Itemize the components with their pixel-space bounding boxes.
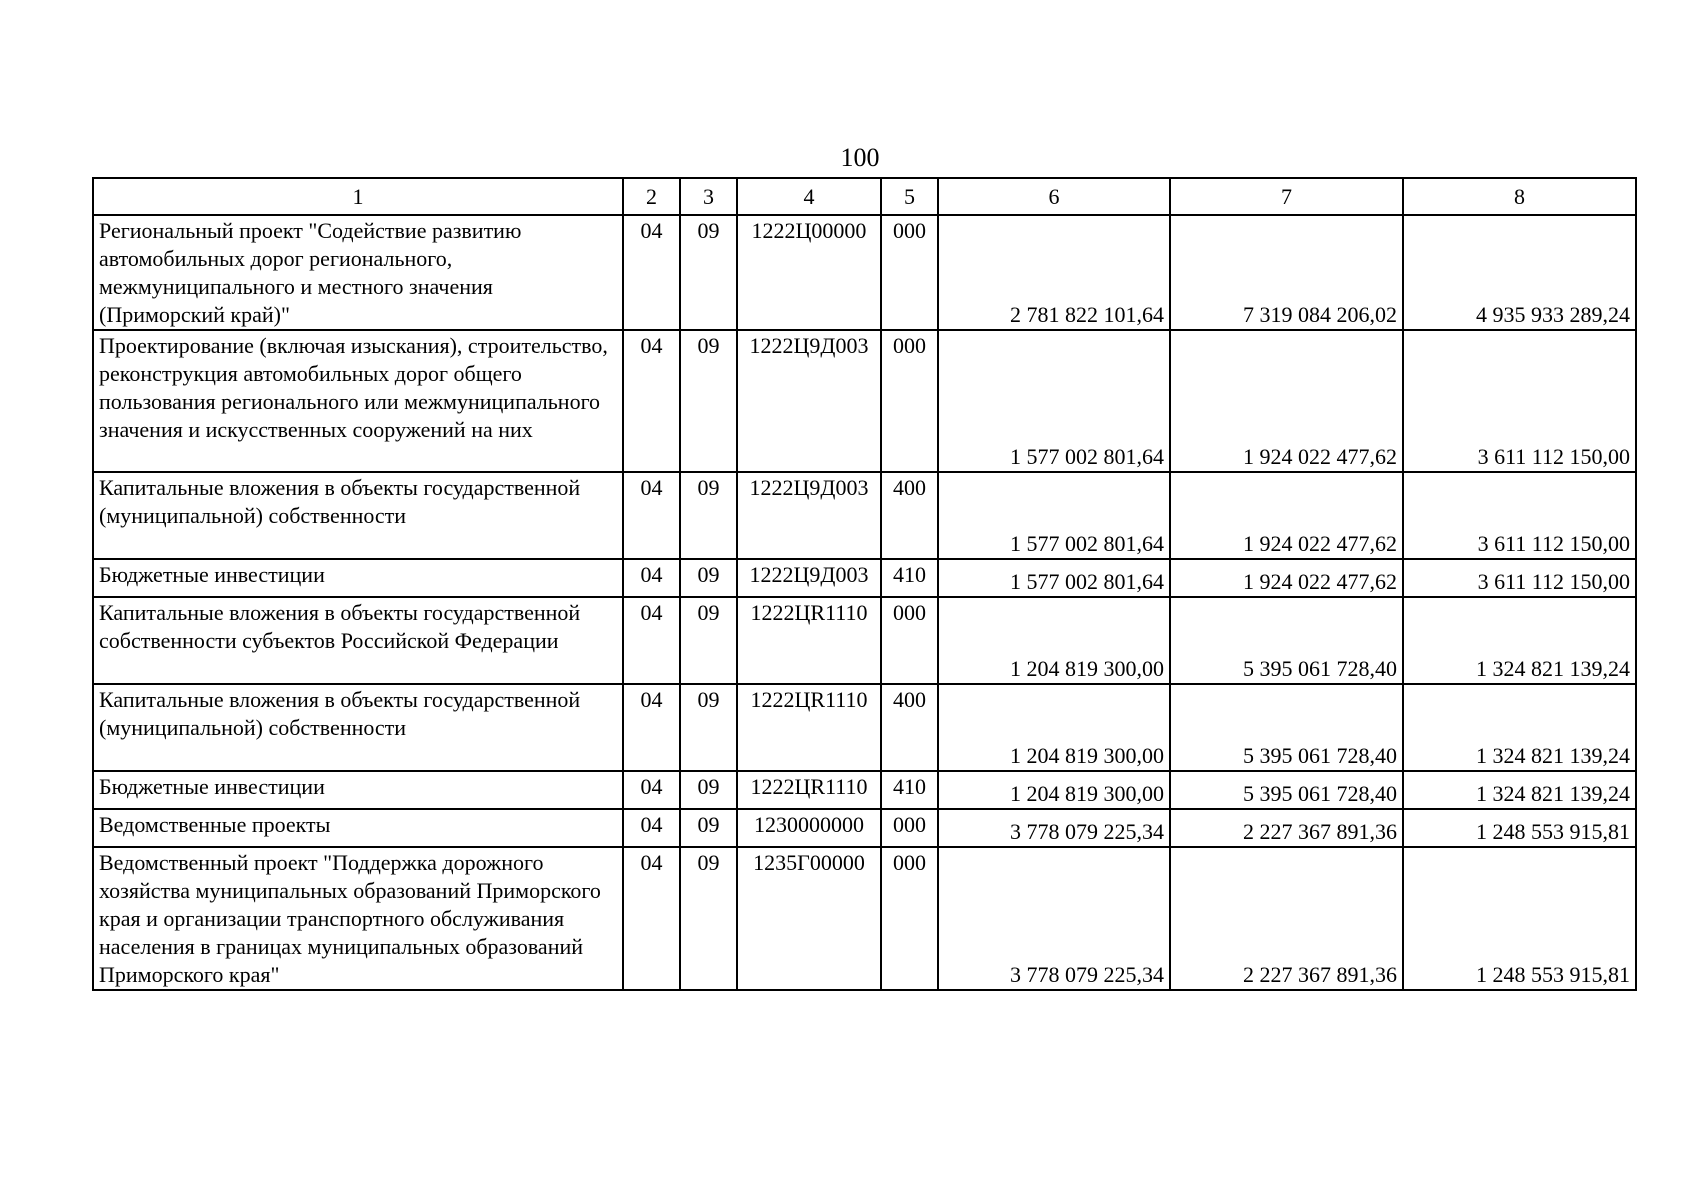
table-row	[93, 684, 1636, 771]
table-row	[93, 472, 1636, 559]
row-section-code: 04	[623, 684, 680, 771]
row-amount-8: 3 611 112 150,00	[1403, 472, 1636, 559]
row-target-code: 1230000000	[737, 809, 881, 847]
row-amount-6: 2 781 822 101,64	[938, 215, 1170, 330]
row-amount-7: 5 395 061 728,40	[1170, 684, 1403, 771]
table-row	[93, 215, 1636, 330]
row-amount-6: 1 204 819 300,00	[938, 684, 1170, 771]
row-section-code: 04	[623, 771, 680, 809]
row-subsection-code: 09	[680, 330, 737, 472]
row-amount-8: 1 324 821 139,24	[1403, 597, 1636, 684]
row-amount-8: 1 248 553 915,81	[1403, 847, 1636, 990]
row-amount-6: 3 778 079 225,34	[938, 809, 1170, 847]
row-amount-8: 3 611 112 150,00	[1403, 330, 1636, 472]
row-section-code: 04	[623, 847, 680, 990]
row-subsection-code: 09	[680, 771, 737, 809]
row-subsection-code: 09	[680, 215, 737, 330]
row-section-code: 04	[623, 215, 680, 330]
table-row	[93, 771, 1636, 809]
table-row	[93, 559, 1636, 597]
row-expense-type-code: 000	[881, 847, 938, 990]
row-amount-7: 1 924 022 477,62	[1170, 472, 1403, 559]
row-name: Капитальные вложения в объекты государственной (муниципальной) собственности	[93, 472, 623, 559]
row-expense-type-code: 400	[881, 472, 938, 559]
row-amount-8: 1 248 553 915,81	[1403, 809, 1636, 847]
row-target-code: 1222Ц9Д003	[737, 330, 881, 472]
row-name: Бюджетные инвестиции	[93, 771, 623, 809]
row-amount-7: 7 319 084 206,02	[1170, 215, 1403, 330]
table-row	[93, 809, 1636, 847]
row-amount-7: 1 924 022 477,62	[1170, 559, 1403, 597]
table-row	[93, 597, 1636, 684]
column-header-4: 4	[737, 178, 881, 215]
row-amount-6: 1 577 002 801,64	[938, 330, 1170, 472]
row-expense-type-code: 000	[881, 330, 938, 472]
row-subsection-code: 09	[680, 597, 737, 684]
row-amount-7: 5 395 061 728,40	[1170, 597, 1403, 684]
row-target-code: 1222Ц9Д003	[737, 559, 881, 597]
row-subsection-code: 09	[680, 684, 737, 771]
column-header-3: 3	[680, 178, 737, 215]
row-name: Бюджетные инвестиции	[93, 559, 623, 597]
row-subsection-code: 09	[680, 809, 737, 847]
column-header-2: 2	[623, 178, 680, 215]
row-amount-6: 1 204 819 300,00	[938, 597, 1170, 684]
row-expense-type-code: 000	[881, 597, 938, 684]
row-expense-type-code: 410	[881, 771, 938, 809]
row-name: Ведомственные проекты	[93, 809, 623, 847]
row-amount-6: 1 204 819 300,00	[938, 771, 1170, 809]
row-amount-8: 1 324 821 139,24	[1403, 684, 1636, 771]
column-header-5: 5	[881, 178, 938, 215]
column-header-8: 8	[1403, 178, 1636, 215]
row-amount-6: 1 577 002 801,64	[938, 559, 1170, 597]
row-section-code: 04	[623, 330, 680, 472]
row-name: Ведомственный проект "Поддержка дорожного хозяйства муниципальных образований Приморского края и организации транспортного обслуживания населения в границах муниципальных образований Приморского края"	[93, 847, 623, 990]
row-amount-7: 2 227 367 891,36	[1170, 847, 1403, 990]
row-section-code: 04	[623, 597, 680, 684]
row-amount-7: 1 924 022 477,62	[1170, 330, 1403, 472]
row-expense-type-code: 000	[881, 215, 938, 330]
row-name: Капитальные вложения в объекты государственной собственности субъектов Российской Федерации	[93, 597, 623, 684]
column-header-7: 7	[1170, 178, 1403, 215]
budget-table	[92, 177, 1637, 991]
row-section-code: 04	[623, 559, 680, 597]
page-number: 100	[840, 143, 880, 172]
row-amount-6: 1 577 002 801,64	[938, 472, 1170, 559]
row-expense-type-code: 400	[881, 684, 938, 771]
row-subsection-code: 09	[680, 847, 737, 990]
row-name: Проектирование (включая изыскания), строительство, реконструкция автомобильных дорог общего пользования регионального или межмуниципального значения и искусственных сооружений на них	[93, 330, 623, 472]
row-target-code: 1222ЦR1110	[737, 597, 881, 684]
row-subsection-code: 09	[680, 472, 737, 559]
row-amount-8: 3 611 112 150,00	[1403, 559, 1636, 597]
column-header-1: 1	[93, 178, 623, 215]
row-target-code: 1222Ц00000	[737, 215, 881, 330]
row-name: Капитальные вложения в объекты государственной (муниципальной) собственности	[93, 684, 623, 771]
row-amount-6: 3 778 079 225,34	[938, 847, 1170, 990]
row-amount-8: 4 935 933 289,24	[1403, 215, 1636, 330]
row-expense-type-code: 410	[881, 559, 938, 597]
row-target-code: 1235Г00000	[737, 847, 881, 990]
row-amount-8: 1 324 821 139,24	[1403, 771, 1636, 809]
row-subsection-code: 09	[680, 559, 737, 597]
row-target-code: 1222Ц9Д003	[737, 472, 881, 559]
table-row	[93, 330, 1636, 472]
row-name: Региональный проект "Содействие развитию автомобильных дорог регионального, межмуниципального и местного значения (Приморский край)"	[93, 215, 623, 330]
row-amount-7: 5 395 061 728,40	[1170, 771, 1403, 809]
row-target-code: 1222ЦR1110	[737, 684, 881, 771]
row-target-code: 1222ЦR1110	[737, 771, 881, 809]
header-row	[93, 178, 1636, 215]
row-section-code: 04	[623, 809, 680, 847]
column-header-6: 6	[938, 178, 1170, 215]
row-amount-7: 2 227 367 891,36	[1170, 809, 1403, 847]
row-expense-type-code: 000	[881, 809, 938, 847]
table-row	[93, 847, 1636, 990]
row-section-code: 04	[623, 472, 680, 559]
